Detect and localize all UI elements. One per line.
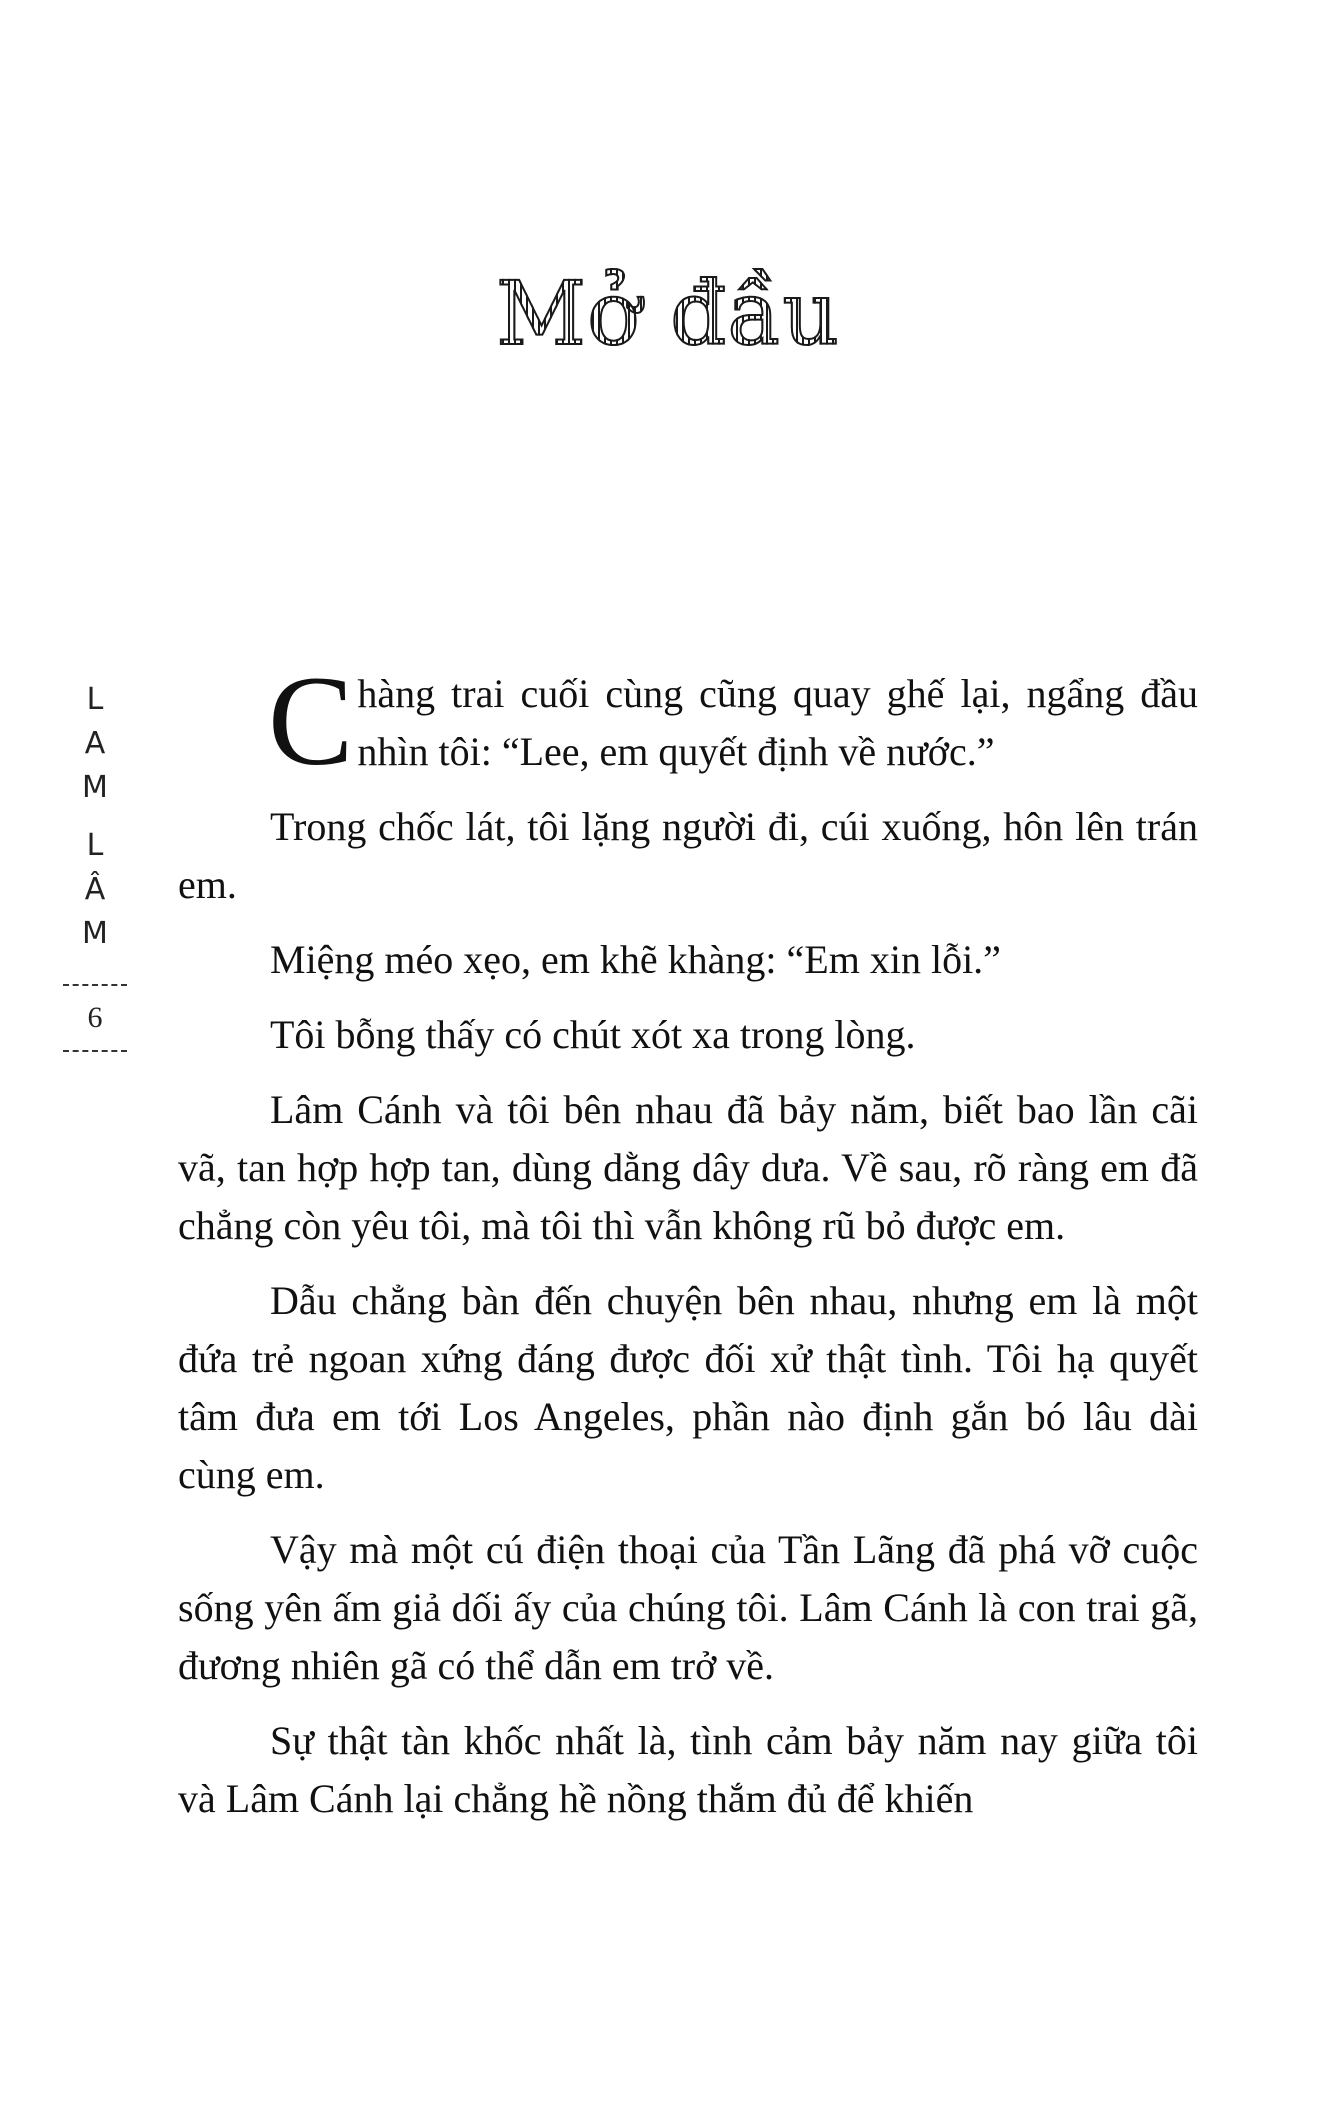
paragraph-2: Trong chốc lát, tôi lặng người đi, cúi xuống, hôn lên trán em.: [178, 804, 1198, 907]
side-letter: L: [86, 828, 104, 863]
paragraph-4: Tôi bỗng thấy có chút xót xa trong lòng.: [270, 1012, 916, 1057]
side-letter: A: [84, 726, 106, 761]
chapter-body: [178, 650, 1198, 1845]
chapter-title-text: Mở đầu: [496, 262, 840, 365]
side-letter: M: [82, 916, 108, 951]
paragraph-1-text: hàng trai cuối cùng cũng quay ghế lại, ngẩng đầu nhìn tôi: “Lee, em quyết định về nước.”: [357, 671, 1198, 774]
paragraph-1: [178, 650, 1198, 792]
paragraph-3: Miệng méo xẹo, em khẽ khàng: “Em xin lỗi.”: [270, 937, 1001, 982]
page-number-divider-bottom: [63, 1050, 127, 1052]
paragraph-6: Dẫu chẳng bàn đến chuyện bên nhau, nhưng em là một đứa trẻ ngoan xứng đáng được đối xử thật tình. Tôi hạ quyết tâm đưa em tới Los Angeles, phần nào định gắn bó lâu dài cùng em.: [178, 1278, 1198, 1497]
side-running-head: [60, 678, 130, 1052]
paragraph-5: Lâm Cánh và tôi bên nhau đã bảy năm, biết bao lần cãi vã, tan hợp hợp tan, dùng dằng dây dưa. Về sau, rõ ràng em đã chẳng còn yêu tôi, mà tôi thì vẫn không rũ bỏ được em.: [178, 1087, 1198, 1248]
drop-cap: C: [268, 650, 354, 792]
paragraph-7: Vậy mà một cú điện thoại của Tần Lãng đã phá vỡ cuộc sống yên ấm giả dối ấy của chúng tôi. Lâm Cánh là con trai gã, đương nhiên gã có thể dẫn em trở về.: [178, 1527, 1198, 1688]
side-letter: L: [86, 682, 104, 717]
page-number: 6: [87, 1001, 103, 1034]
chapter-title: [0, 262, 1336, 365]
paragraph-8: Sự thật tàn khốc nhất là, tình cảm bảy năm nay giữa tôi và Lâm Cánh lại chẳng hề nồng thắm đủ để khiến: [178, 1718, 1198, 1821]
side-letter: Â: [84, 872, 106, 907]
side-letter: M: [82, 770, 108, 805]
page-number-divider-top: [63, 984, 127, 990]
